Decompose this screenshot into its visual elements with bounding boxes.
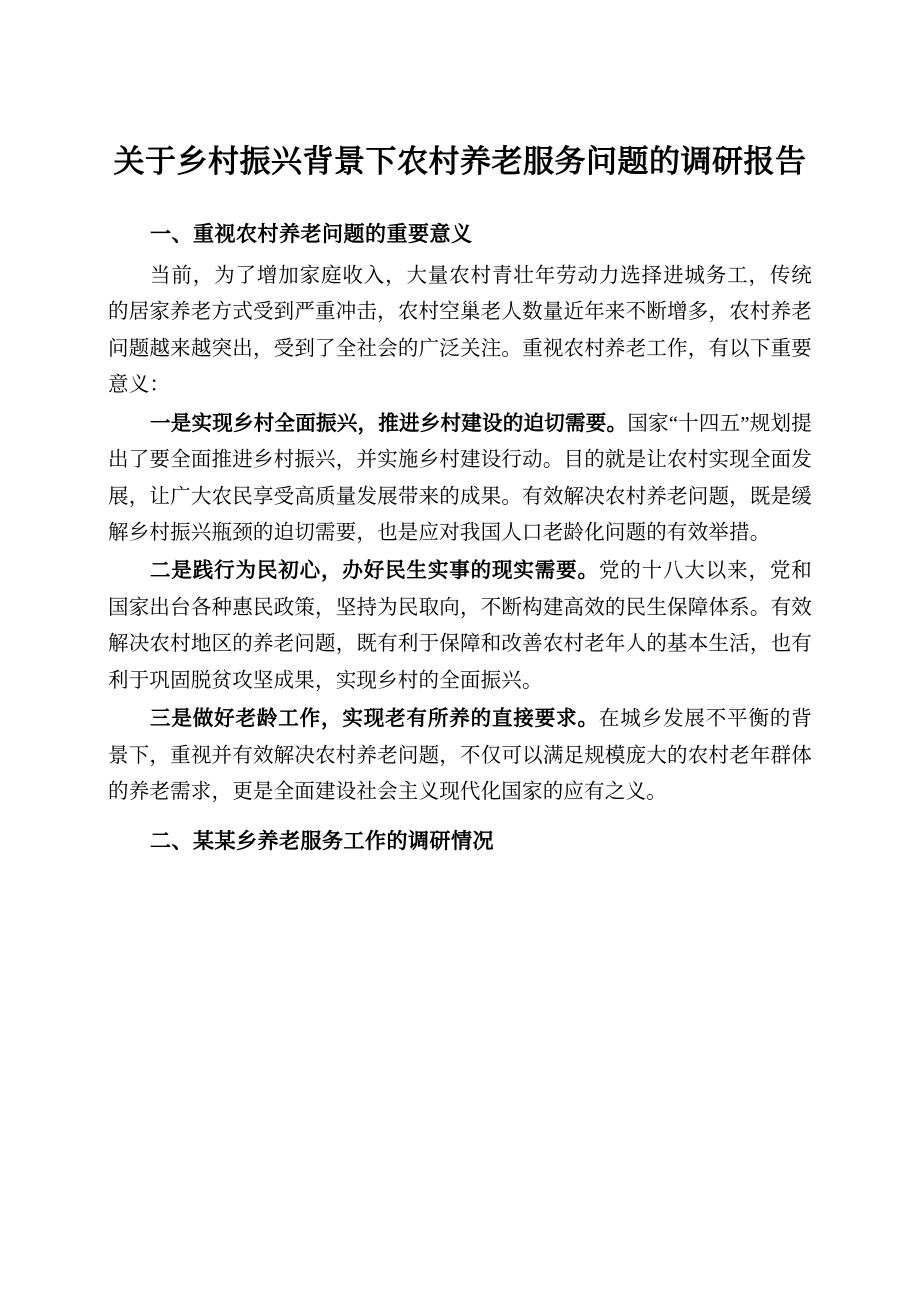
- paragraph-lead: 一是实现乡村全面振兴，推进乡村建设的迫切需要。: [150, 412, 628, 435]
- section-heading-1: 一、重视农村养老问题的重要意义: [150, 222, 473, 247]
- paragraph-text: 国家“十四五”规划提出了要全面推进乡村振兴，并实施乡村建设行动。目的就是让农村实现全面发展，让广大农民享受高质量发展带来的成果。有效解决农村养老问题，既是缓解乡村振兴瓶颈的迫切需要，也是应对我国人口老龄化问题的有效举措。: [108, 412, 812, 544]
- page-title: 关于乡村振兴背景下农村养老服务问题的调研报告: [113, 144, 807, 180]
- paragraph-1-1: [108, 258, 812, 404]
- paragraph-lead: 三是做好老龄工作，实现老有所养的直接要求。: [150, 708, 599, 731]
- section-heading-2: 二、某某乡养老服务工作的调研情况: [150, 828, 494, 853]
- paragraph-1-4: [108, 701, 812, 810]
- paragraph-1-3: [108, 553, 812, 699]
- paragraph-text: 党的十八大以来，党和国家出台各种惠民政策，坚持为民取向，不断构建高效的民生保障体系。有效解决农村地区的养老问题，既有利于保障和改善农村老年人的基本生活，也有利于巩固脱贫攻坚成果，实现乡村的全面振兴。: [108, 560, 813, 692]
- paragraph-text: 在城乡发展不平衡的背景下，重视并有效解决农村养老问题，不仅可以满足规模庞大的农村老年群体的养老需求，更是全面建设社会主义现代化国家的应有之义。: [108, 708, 813, 804]
- page-bottom-spacer: [108, 864, 812, 884]
- paragraph-lead: 二是践行为民初心，办好民生实事的现实需要。: [150, 560, 599, 583]
- paragraph-text: 当前，为了增加家庭收入，大量农村青壮年劳动力选择进城务工，传统的居家养老方式受到严重冲击，农村空巢老人数量近年来不断增多，农村养老问题越来越突出，受到了全社会的广泛关注。重视农村养老工作，有以下重要意义：: [108, 264, 812, 397]
- paragraph-1-2: [108, 406, 812, 552]
